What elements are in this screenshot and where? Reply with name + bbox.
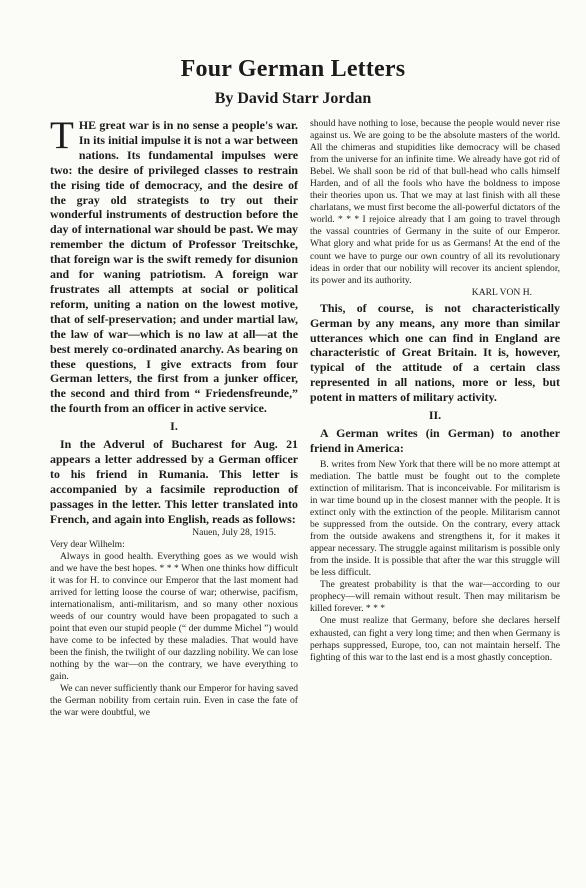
letter1-dateline: Nauen, July 28, 1915. [192, 526, 276, 538]
letter2-paragraph-1: B. writes from New York that there will be no more attempt at mediation. The battle must be fought out to the complete extinction of militarism. That is inconceivable. For militarism is in war time bound up in the closest manner with the people. It is extinct only with the extinction of the people. Militarism cannot be suppressed from the outside. On the contrary, every attack from the outside awakens and strengthens it, for it makes it appear necessary. The struggle against militarism is possible only from the inside. It is possible that after the war this struggle will be less difficult. [310, 458, 560, 579]
section2-intro: A German writes (in German) to another friend in America: [310, 426, 560, 455]
right-column [310, 118, 560, 664]
section-numeral-2: II. [428, 408, 442, 423]
letter1-signature: KARL VON H. [471, 286, 532, 298]
letter1-salutation: Very dear Wilhelm: [50, 538, 125, 550]
letter1-paragraph-2-continued: should have nothing to lose, because the people would never rise against us. We are going to be the absolute masters of the world. All the chimeras and stupidities like democracy will be chased from the universe for an infinite time. We already have got rid of Bebel. We shall soon be rid of that bull-head who calls himself Harden, and of all the fools who have the boldness to impose their theories upon us. That we may at last finish with all these charlatans, we must first become the all-powerful dictators of the world. * * * I rejoice already that I am going to travel through the vassal countries of Germany in the suite of our Emperor. What glory and what pride for us as Germans! At the end of the count we have to purge our own country of all its revolutionary ideas in order that our nobility will recover its ancient splendor, its power and its authority. [310, 118, 560, 286]
section1-intro: In the Adverul of Bucharest for Aug. 21 appears a letter addressed by a German officer to his friend in Rumania. This letter is accompanied by a facsimile reproduction of passages in the letter. This letter translated into French, and again into English, reads as follows: [50, 437, 298, 526]
drop-cap: T [50, 114, 74, 157]
letter1-paragraph-2: We can never sufficiently thank our Emperor for having saved the German nobility from certain ruin. Even in case the fate of the war were doubtful, we [50, 683, 298, 719]
section-numeral-1: I. [170, 419, 178, 434]
letter2-paragraph-2: The greatest probability is that the war—according to our prophecy—will remain without result. Then may militarism be killed forever. * * * [310, 579, 560, 615]
article-title: Four German Letters [180, 56, 406, 82]
intro-paragraph [50, 114, 298, 416]
letter2-paragraph-3: One must realize that Germany, before she declares herself exhausted, can fight a very long time; and then when Germany is perhaps suppressed, Europe, too, can not maintain herself. The fighting of this war to the last end is a most ghastly conception. [310, 615, 560, 663]
article-byline: By David Starr Jordan [214, 90, 372, 107]
section1-comment: This, of course, is not characteristically German by any means, any more than similar utterances which one can find in England are characteristic of Great Britain. It is, however, typical of the attitude of a certain class represented in all nations, more or less, but potent in matters of military activity. [310, 300, 560, 405]
letter1-paragraph-1: Always in good health. Everything goes as we would wish and we have the best hopes. * * * When one thinks how difficult it was for H. to convince our Emperor that the last moment had arrived for letting loose the course of war; otherwise, pacifism, internationalism, anti-militarism, and so many other noxious weeds of our country would have been propagated to such a point that even our stupid people (“ der dumme Michel ”) would have come to be infected by these maladies. That would have been the finish, the twilight of our dazzling nobility. We can lose nothing by the war—on the contrary, we have everything to gain. [50, 550, 298, 683]
intro-text: HE great war is in no sense a people's war. In its initial impulse it is not a war between nations. Its fundamental impulses were two: the desire of privileged classes to restrain the rising tide of democracy, and the desire of the gray old strategists to try out their wonderful instruments of destruction before the day of international war should be past. We may remember the dictum of Professor Treitschke, that foreign war is the swift remedy for disunion and for waning patriotism. A foreign war frustrates all attempts at social or political reform, uniting a nation on the lowest motive, that of self-preservation; and under martial law, the law of war—which is no law at all—at the best merely co-ordinated anarchy. As bearing on these questions, I give extracts from four German letters, the first from a junker officer, the second and third from “ Friedensfreunde,” the fourth from an officer in active service. [50, 118, 298, 416]
left-column [50, 114, 298, 719]
